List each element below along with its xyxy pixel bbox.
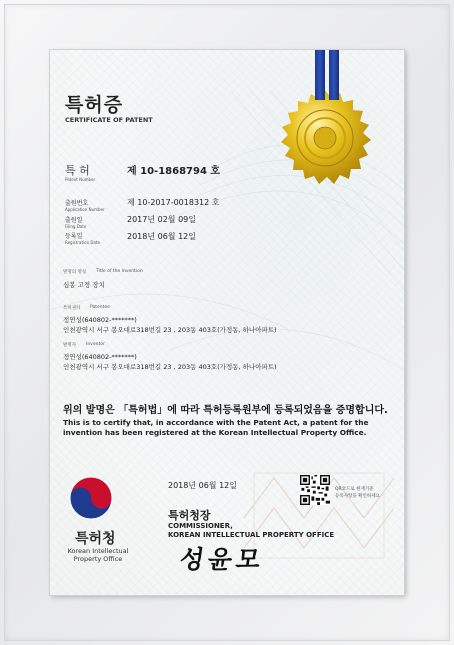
issue-date: 2018년 06월 12일 bbox=[168, 481, 237, 490]
patent-number-value: 제 10-1868794 호 bbox=[127, 166, 221, 177]
invention-title: 심봉 고정 장치 bbox=[63, 281, 105, 289]
registration-date-label: 등록일 bbox=[65, 233, 83, 240]
commissioner-title-ko: 특허청장 bbox=[168, 509, 211, 522]
patent-number-label-en: Patent Number bbox=[65, 177, 96, 182]
invention-label: 발명의 명칭 bbox=[63, 270, 87, 275]
registration-date-label-en: Registration Date bbox=[65, 240, 100, 245]
patentee-address: 인천광역시 서구 봉오대로318번길 23 , 203동 403호(가정동, 하나아파트) bbox=[63, 326, 277, 334]
registration-date-value: 2018년 06월 12일 bbox=[127, 232, 196, 241]
invention-label-en: Title of the Invention bbox=[96, 269, 143, 274]
certificate-title-en: CERTIFICATE OF PATENT bbox=[65, 116, 153, 124]
commissioner-title-en-line1: COMMISSIONER, bbox=[168, 522, 233, 530]
kipo-name-en: Korean Intellectual Property Office bbox=[67, 547, 129, 563]
declaration-en: This is to certify that, in accordance with the Patent Act, a patent for the invention has been registered at the Korean Intellectual Property Office. bbox=[63, 418, 369, 437]
patentee-name: 정연성(640802-*******) bbox=[63, 316, 137, 324]
application-number-label-en: Application Number bbox=[65, 207, 105, 212]
seal-ribbon-left bbox=[315, 50, 325, 100]
qr-note-line1: QR코드로 현재기준 bbox=[335, 487, 374, 492]
filing-date-label-en: Filing Date bbox=[65, 224, 87, 229]
qr-note-line2: 등록사항을 확인하세요 bbox=[335, 494, 380, 499]
patent-number-label: 특 허 bbox=[65, 164, 90, 177]
patentee-label-en: Patentee bbox=[90, 305, 110, 310]
application-number-label: 출원번호 bbox=[65, 200, 89, 207]
inventor-label: 발명자 bbox=[63, 343, 77, 348]
filing-date-value: 2017년 02월 09일 bbox=[127, 215, 196, 224]
patentee-label: 특허권자 bbox=[63, 306, 81, 311]
commissioner-signature: 성윤모 bbox=[177, 545, 267, 574]
declaration-ko: 위의 발명은 「특허법」에 따라 특허등록원부에 등록되었음을 증명합니다. bbox=[63, 405, 388, 416]
certificate-paper bbox=[50, 50, 404, 595]
inventor-address: 인천광역시 서구 봉오대로318번길 23 , 203동 403호(가정동, 하나아파트) bbox=[63, 363, 277, 371]
kipo-logo-icon bbox=[68, 475, 114, 521]
inventor-label-en: Inventor bbox=[86, 342, 105, 347]
filing-date-label: 출원일 bbox=[65, 217, 83, 224]
application-number-value: 제 10-2017-0018312 호 bbox=[127, 198, 220, 207]
commissioner-title-en-line2: KOREAN INTELLECTUAL PROPERTY OFFICE bbox=[168, 531, 335, 539]
kipo-name-ko: 특허청 bbox=[75, 531, 116, 547]
seal-ribbon-right bbox=[329, 50, 339, 100]
certificate-title-ko: 특허증 bbox=[65, 94, 124, 116]
inventor-name: 정연성(640802-*******) bbox=[63, 353, 137, 361]
qr-code bbox=[300, 475, 330, 505]
gold-seal-icon bbox=[275, 88, 375, 188]
